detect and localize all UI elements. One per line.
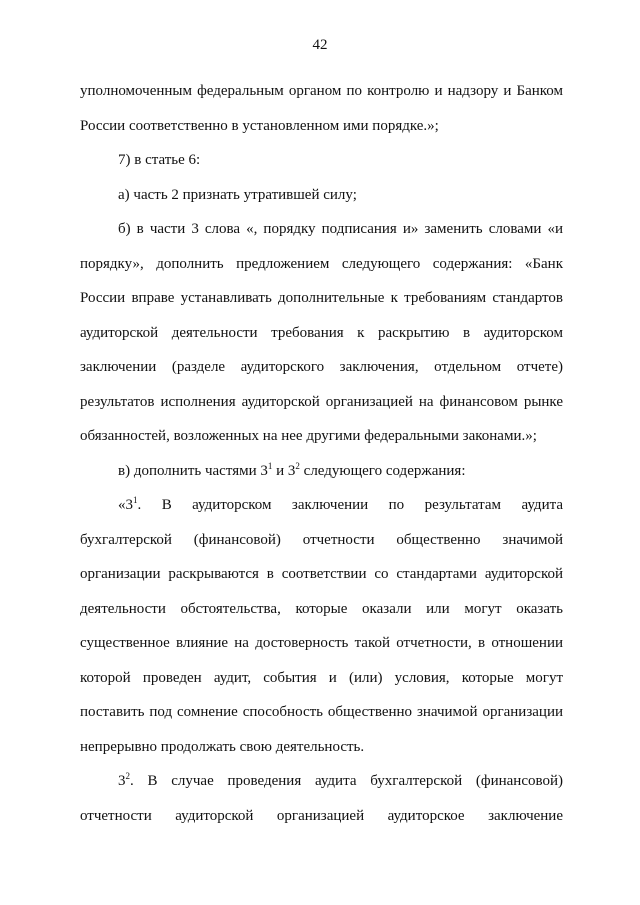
paragraph-continuation [80,74,563,143]
text-line: аудиторской деятельности требования к раскрытию в аудиторском [80,324,563,341]
text-line [80,764,563,799]
superscript: 2 [125,771,130,781]
superscript: 1 [133,495,138,505]
text-fragment: . В аудиторском заключении по результатам аудита [137,497,563,513]
paragraph-part-3-2 [80,764,563,833]
paragraph-item-7 [80,143,563,178]
text-line: деятельности обстоятельства, которые оказали или могут оказать [80,600,563,617]
text-line: 7) в статье 6: [118,152,201,168]
text-line: которой проведен аудит, события и (или) условия, которые могут [80,669,563,686]
text-line: порядку», дополнить предложением следующего содержания: «Банк [80,255,563,272]
text-line: России соответственно в установленном ими порядке.»; [80,117,439,134]
text-fragment: 3 [118,773,126,789]
document-body [80,74,563,833]
paragraph-part-3-1 [80,488,563,764]
text-fragment: в) дополнить частями 3 [118,462,268,479]
page-number: 42 [312,37,328,53]
superscript: 1 [267,460,273,471]
text-line: поставить под сомнение способность общественно значимой организации [80,704,563,720]
paragraph-item-v [80,454,563,489]
superscript: 2 [295,460,300,471]
paragraph-item-a [80,178,563,213]
text-line: а) часть 2 признать утратившей силу; [118,186,357,203]
text-line: отчетности аудиторской организацией аудиторское заключение [80,807,563,824]
text-line: обязанностей, возложенных на нее другими федеральными законами.»; [80,428,537,444]
text-line: результатов исполнения аудиторской организацией на финансовом рынке [80,393,563,410]
text-fragment: и 3 [272,462,296,479]
text-line: России вправе устанавливать дополнительные к требованиям стандартов [80,290,563,306]
text-line [80,488,563,523]
text-fragment: следующего содержания: [299,462,466,479]
text-line: заключении (разделе аудиторского заключения, отдельном отчете) [80,359,563,375]
text-fragment: «3 [118,497,133,513]
text-line: организации раскрываются в соответствии со стандартами аудиторской [80,566,563,582]
text-line: уполномоченным федеральным органом по контролю и надзору и Банком [80,83,563,99]
text-fragment: . В случае проведения аудита бухгалтерской (финансовой) [130,773,563,789]
text-line [80,454,563,489]
text-line: бухгалтерской (финансовой) отчетности общественно значимой [80,531,563,548]
text-line: непрерывно продолжать свою деятельность. [80,738,365,755]
paragraph-item-b [80,212,563,454]
text-line: существенное влияние на достоверность такой отчетности, в отношении [80,635,563,651]
text-line: б) в части 3 слова «, порядку подписания и» заменить словами «и [118,221,563,237]
